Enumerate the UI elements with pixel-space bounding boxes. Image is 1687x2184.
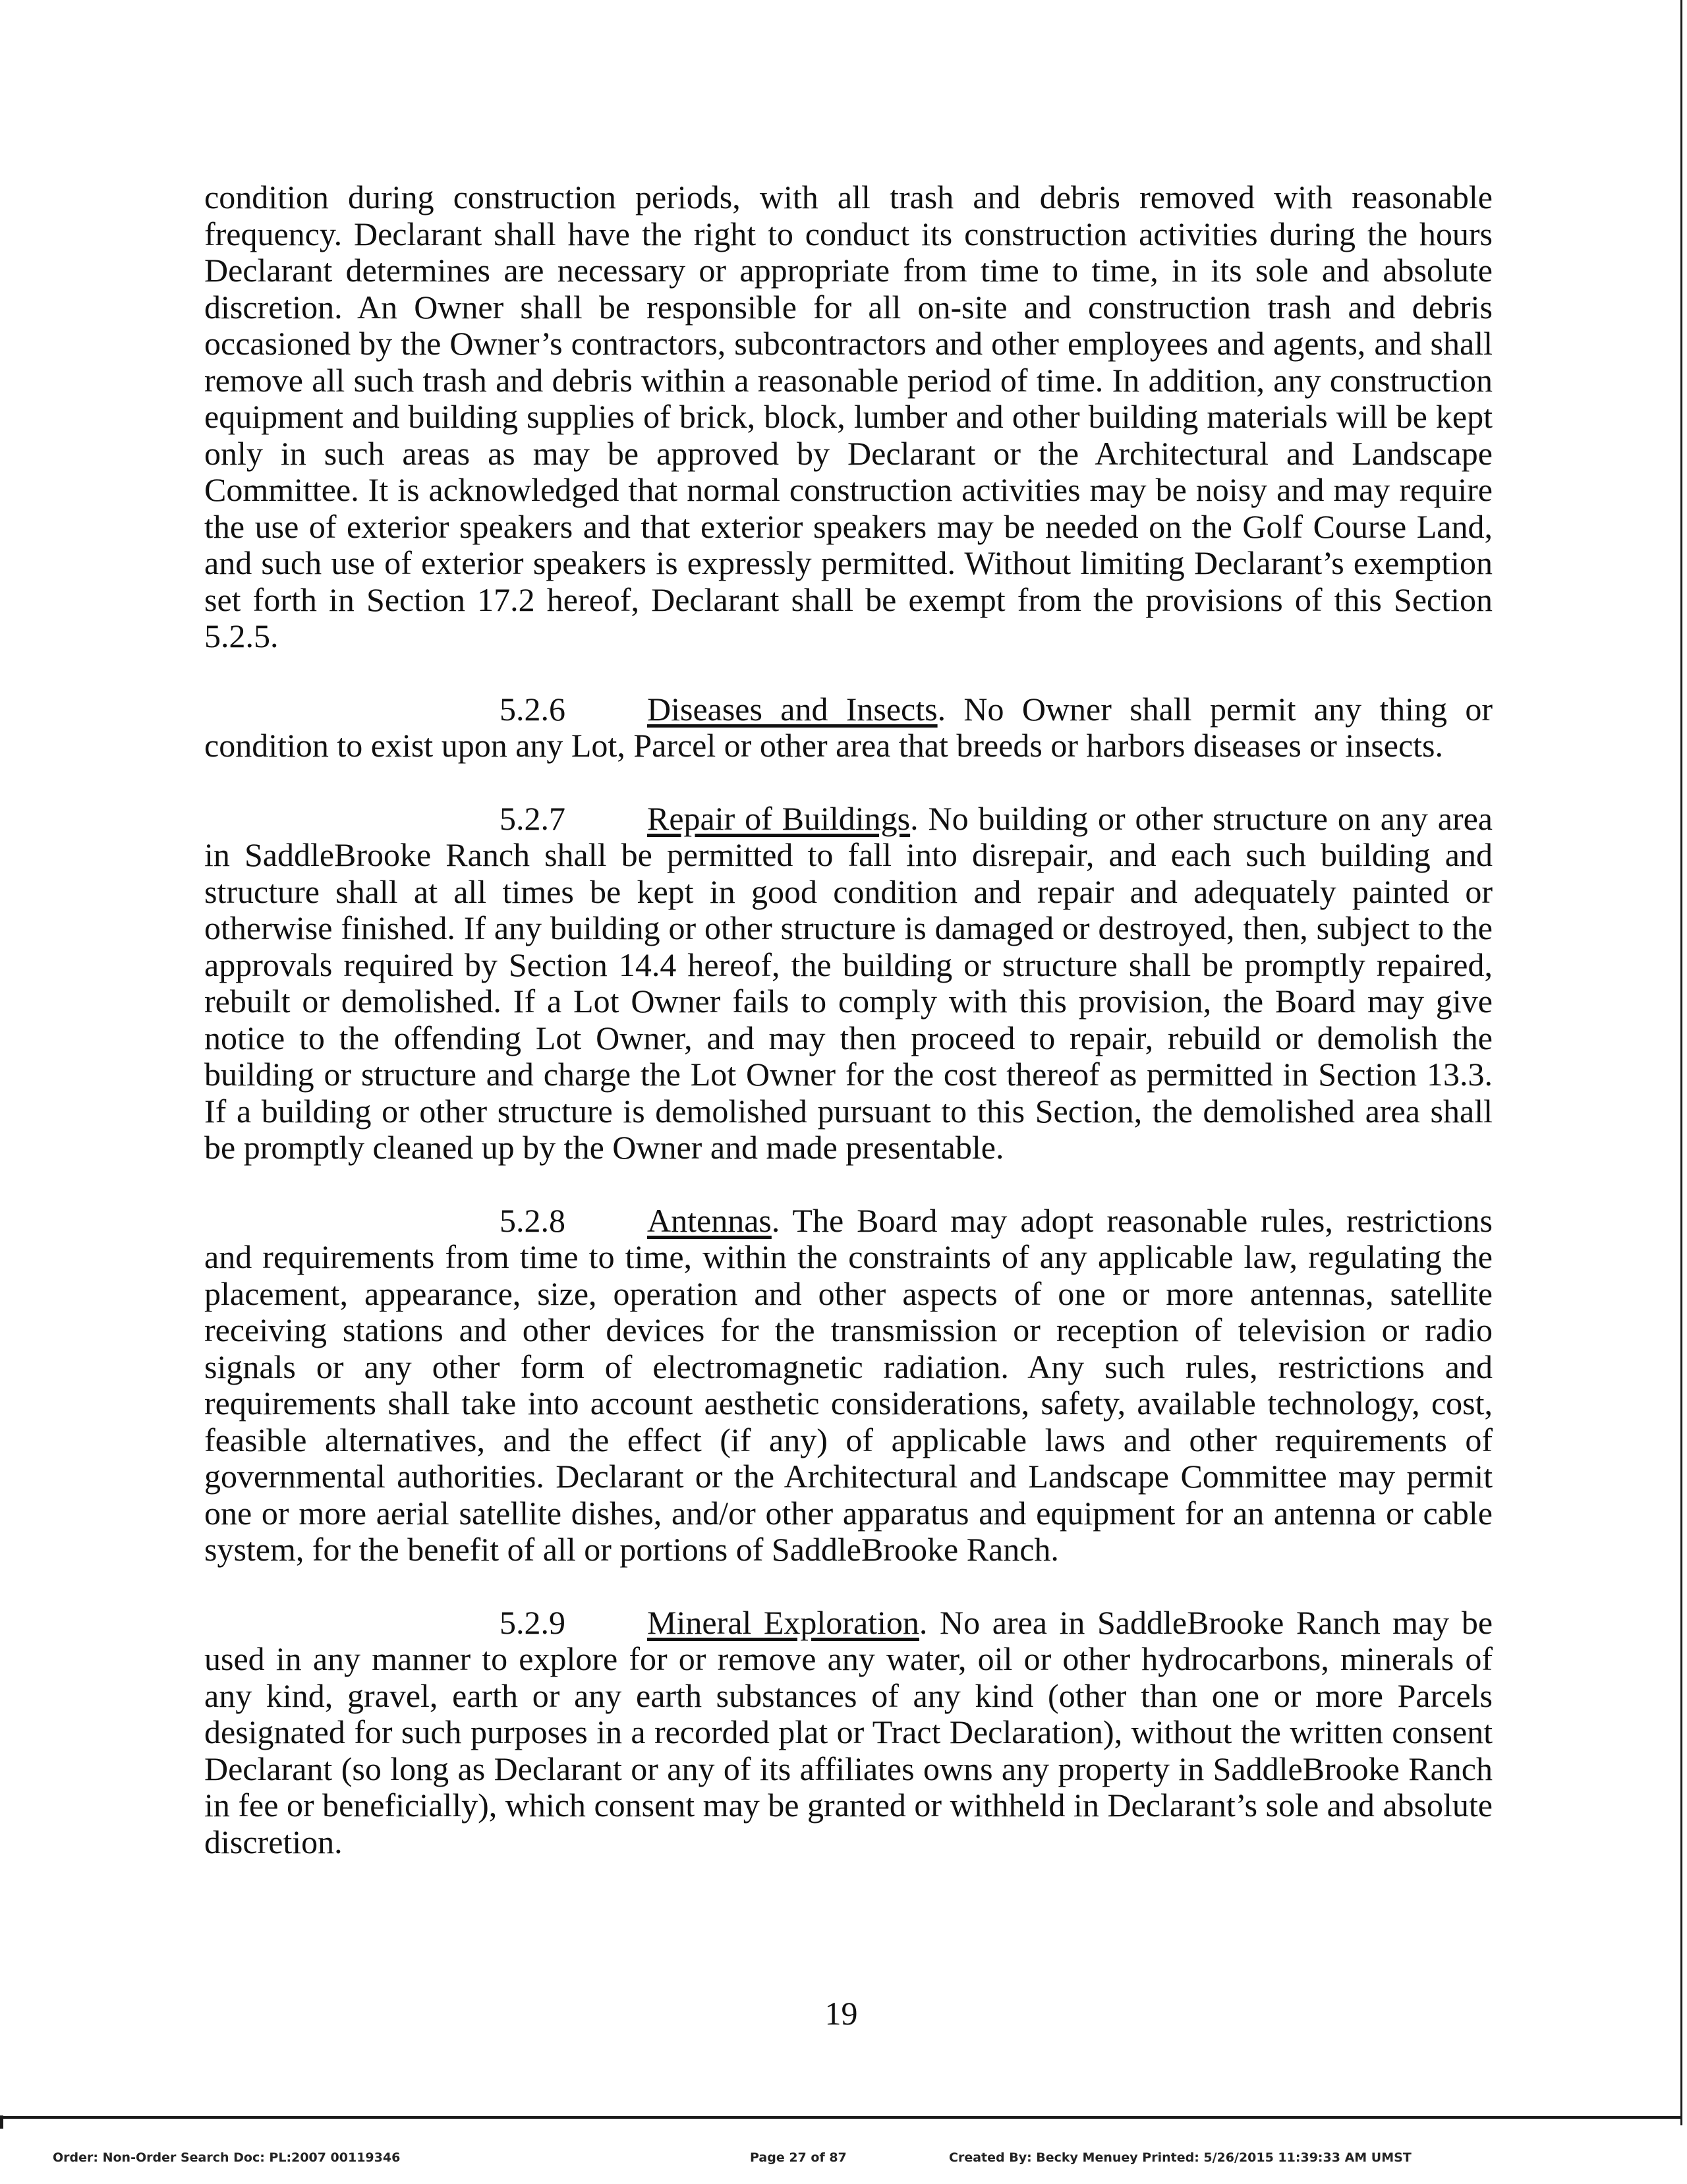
paragraph-text: No area in SaddleBrooke Ranch may be used in any manner to explore for or remove any water, oil or other hydrocarbons, minerals of any kind, gravel, earth or any earth substances of any kind (other than one or more Parcels designated for such purposes in a recorded plat or Tract Declaration), without the written consent Declarant (so long as Declarant or any of its affiliates owns any property in SaddleBrooke Ranch in fee or beneficially), which consent may be granted or withheld in Declarant’s sole and absolute discretion. <box>204 1603 1493 1860</box>
section-heading: Mineral Exploration <box>647 1603 919 1641</box>
footer-rule <box>0 2116 1682 2119</box>
paragraph-text: No building or other structure on any area in SaddleBrooke Ranch shall be permitted to fall into disrepair, and each such building and structure shall at all times be kept in good condition and repair and adequately painted or otherwise finished. If any building or other structure is damaged or destroyed, then, subject to the approvals required by Section 14.4 hereof, the building or structure shall be promptly repaired, rebuilt or demolished. If a Lot Owner fails to comply with this provision, the Board may give notice to the offending Lot Owner, and may then proceed to repair, rebuild or demolish the building or structure and charge the Lot Owner for the cost thereof as permitted in Section 13.3. If a building or other structure is demolished pursuant to this Section, the demolished area shall be promptly cleaned up by the Owner and made presentable. <box>204 799 1493 1166</box>
section-heading: Diseases and Insects <box>647 690 938 728</box>
section-5-2-9: 5.2.9 Mineral Exploration. No area in SaddleBrooke Ranch may be used in any manner to explore for or remove any water, oil or other hydrocarbons, minerals of any kind, gravel, earth or any earth substances of any kind (other than one or more Parcels designated for such purposes in a recorded plat or Tract Declaration), without the written consent Declarant (so long as Declarant or any of its affiliates owns any property in SaddleBrooke Ranch in fee or beneficially), which consent may be granted or withheld in Declarant’s sole and absolute discretion. <box>204 1603 1493 1860</box>
section-heading: Antennas <box>647 1201 772 1239</box>
document-body <box>204 179 1493 1860</box>
paragraph-text: The Board may adopt reasonable rules, restrictions and requirements from time to time, within the constraints of any applicable law, regulating the placement, appearance, size, operation and other aspects of one or more antennas, satellite receiving stations and other devices for the transmission or reception of television or radio signals or any other form of electromagnetic radiation. Any such rules, restrictions and requirements shall take into account aesthetic considerations, safety, available technology, cost, feasible alternatives, and the effect (if any) of applicable laws and other requirements of governmental authorities. Declarant or the Architectural and Landscape Committee may permit one or more aerial satellite dishes, and/or other apparatus and equipment for an antenna or cable system, for the benefit of all or portions of SaddleBrooke Ranch. <box>204 1201 1493 1568</box>
footer-created-printed: Created By: Becky Menuey Printed: 5/26/2015 11:39:33 AM UMST <box>949 2150 1412 2165</box>
section-5-2-8: 5.2.8 Antennas. The Board may adopt reasonable rules, restrictions and requirements from time to time, within the constraints of any applicable law, regulating the placement, appearance, size, operation and other aspects of one or more antennas, satellite receiving stations and other devices for the transmission or reception of television or radio signals or any other form of electromagnetic radiation. Any such rules, restrictions and requirements shall take into account aesthetic considerations, safety, available technology, cost, feasible alternatives, and the effect (if any) of applicable laws and other requirements of governmental authorities. Declarant or the Architectural and Landscape Committee may permit one or more aerial satellite dishes, and/or other apparatus and equipment for an antenna or cable system, for the benefit of all or portions of SaddleBrooke Ranch. <box>204 1201 1493 1568</box>
page-right-border <box>1680 0 1682 2125</box>
section-number: 5.2.9 <box>500 1603 565 1641</box>
footer-order-info: Order: Non-Order Search Doc: PL:2007 00119346 <box>53 2150 401 2165</box>
paragraph-text: condition during construction periods, with all trash and debris removed with reasonable frequency. Declarant shall have the right to conduct its construction activities during the hours Declarant determines are necessary or appropriate from time to time, in its sole and absolute discretion. An Owner shall be responsible for all on-site and construction trash and debris occasioned by the Owner’s contractors, subcontractors and other employees and agents, and shall remove all such trash and debris within a reasonable period of time. In addition, any construction equipment and building supplies of brick, block, lumber and other building materials will be kept only in such areas as may be approved by Declarant or the Architectural and Landscape Committee. It is acknowledged that normal construction activities may be noisy and may require the use of exterior speakers and that exterior speakers may be needed on the Golf Course Land, and such use of exterior speakers is expressly permitted. Without limiting Declarant’s exemption set forth in Section 17.2 hereof, Declarant shall be exempt from the provisions of this Section 5.2.5. <box>204 179 1493 654</box>
paragraph-5-2-5-continuation <box>204 179 1493 655</box>
footer-page-count: Page 27 of 87 <box>750 2150 847 2165</box>
page-number: 19 <box>824 1995 858 2032</box>
section-5-2-7: 5.2.7 Repair of Buildings. No building or other structure on any area in SaddleBrooke Ranch shall be permitted to fall into disrepair, and each such building and structure shall at all times be kept in good condition and repair and adequately painted or otherwise finished. If any building or other structure is damaged or destroyed, then, subject to the approvals required by Section 14.4 hereof, the building or structure shall be promptly repaired, rebuilt or demolished. If a Lot Owner fails to comply with this provision, the Board may give notice to the offending Lot Owner, and may then proceed to repair, rebuild or demolish the building or structure and charge the Lot Owner for the cost thereof as permitted in Section 13.3. If a building or other structure is demolished pursuant to this Section, the demolished area shall be promptly cleaned up by the Owner and made presentable. <box>204 799 1493 1166</box>
left-edge-mark <box>0 2115 3 2129</box>
section-5-2-6: 5.2.6 Diseases and Insects. No Owner shall permit any thing or condition to exist upon any Lot, Parcel or other area that breeds or harbors diseases or insects. <box>204 690 1493 764</box>
section-number: 5.2.6 <box>500 690 565 728</box>
section-heading: Repair of Buildings <box>647 799 911 837</box>
section-number: 5.2.7 <box>500 799 565 837</box>
section-number: 5.2.8 <box>500 1201 565 1239</box>
paragraph-text: No Owner shall permit any thing or condition to exist upon any Lot, Parcel or other area that breeds or harbors diseases or insects. <box>204 690 1493 764</box>
print-footer <box>0 2150 1687 2170</box>
